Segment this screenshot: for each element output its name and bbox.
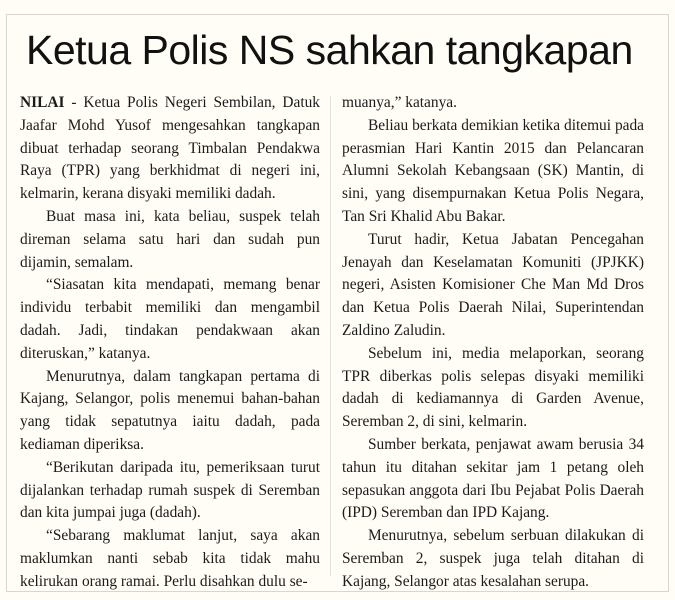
column-divider bbox=[330, 96, 331, 576]
article-paragraph: “Siasatan kita mendapati, memang benar individu terbabit memiliki dan mengambil dadah. Jadi, tindakan pendakwaan akan diteruskan,” katanya. bbox=[20, 276, 320, 362]
article-paragraph: “Berikutan daripada itu, pemeriksaan turut dijalankan terhadap rumah suspek di Seremban dan kita jumpai juga (dadah). bbox=[20, 458, 320, 522]
dateline: NILAI bbox=[20, 94, 65, 111]
article-paragraph: Sumber berkata, penjawat awam berusia 34 tahun itu ditahan sekitar jam 1 petang oleh sepasukan anggota dari Ibu Pejabat Polis Daerah (IPD) Seremban dan IPD Kajang. bbox=[342, 435, 644, 522]
article-headline: Ketua Polis NS sahkan tangkapan bbox=[26, 27, 633, 73]
article-paragraph: Sebelum ini, media melaporkan, seorang TPR diberkas polis selepas disyaki memiliki dadah di kediamannya di Garden Avenue, Seremban 2, di sini, kelmarin. bbox=[342, 344, 644, 431]
article-column-right bbox=[342, 92, 644, 594]
article-paragraph: “Sebarang maklumat lanjut, saya akan maklumkan nanti sebab kita tidak mahu kelirukan orang ramai. Perlu disahkan dulu se- bbox=[20, 527, 320, 590]
article-paragraph: Menurutnya, dalam tangkapan pertama di Kajang, Selangor, polis menemui bahan-bahan yang tidak sepatutnya iaitu dadah, pada kediaman diperiksa. bbox=[20, 367, 320, 453]
article-paragraph: Beliau berkata demikian ketika ditemui pada perasmian Hari Kantin 2015 dan Pelancaran Alumni Sekolah Kebangsaan (SK) Mantin, di sini, yang disempurnakan Ketua Polis Negara, Tan Sri Khalid Abu Bakar. bbox=[342, 116, 644, 225]
article-paragraph bbox=[20, 92, 320, 206]
paragraph-text: - Ketua Polis Negeri Sembilan, Datuk Jaafar Mohd Yusof mengesahkan tangkapan dibuat terhadap seorang Timbalan Pendakwa Raya (TPR) yang berkhidmat di negeri ini, kelmarin, kerana disyaki memiliki dadah. bbox=[20, 94, 320, 203]
article-paragraph-continuation: muanya,” katanya. bbox=[342, 94, 457, 111]
article-paragraph: Menurutnya, sebelum serbuan dilakukan di Seremban 2, suspek juga telah ditahan di Kajang, Selangor atas kesalahan serupa. bbox=[342, 527, 644, 590]
article-column-left bbox=[20, 92, 320, 594]
article-paragraph: Buat masa ini, kata beliau, suspek telah direman selama satu hari dan sudah pun dijamin, semalam. bbox=[20, 207, 320, 271]
article-paragraph: Turut hadir, Ketua Jabatan Pencegahan Jenayah dan Keselamatan Komuniti (JPJKK) negeri, Asisten Komisioner Che Man Md Dros dan Ketua Polis Daerah Nilai, Superintendan Zaldino Zaludin. bbox=[342, 230, 644, 339]
